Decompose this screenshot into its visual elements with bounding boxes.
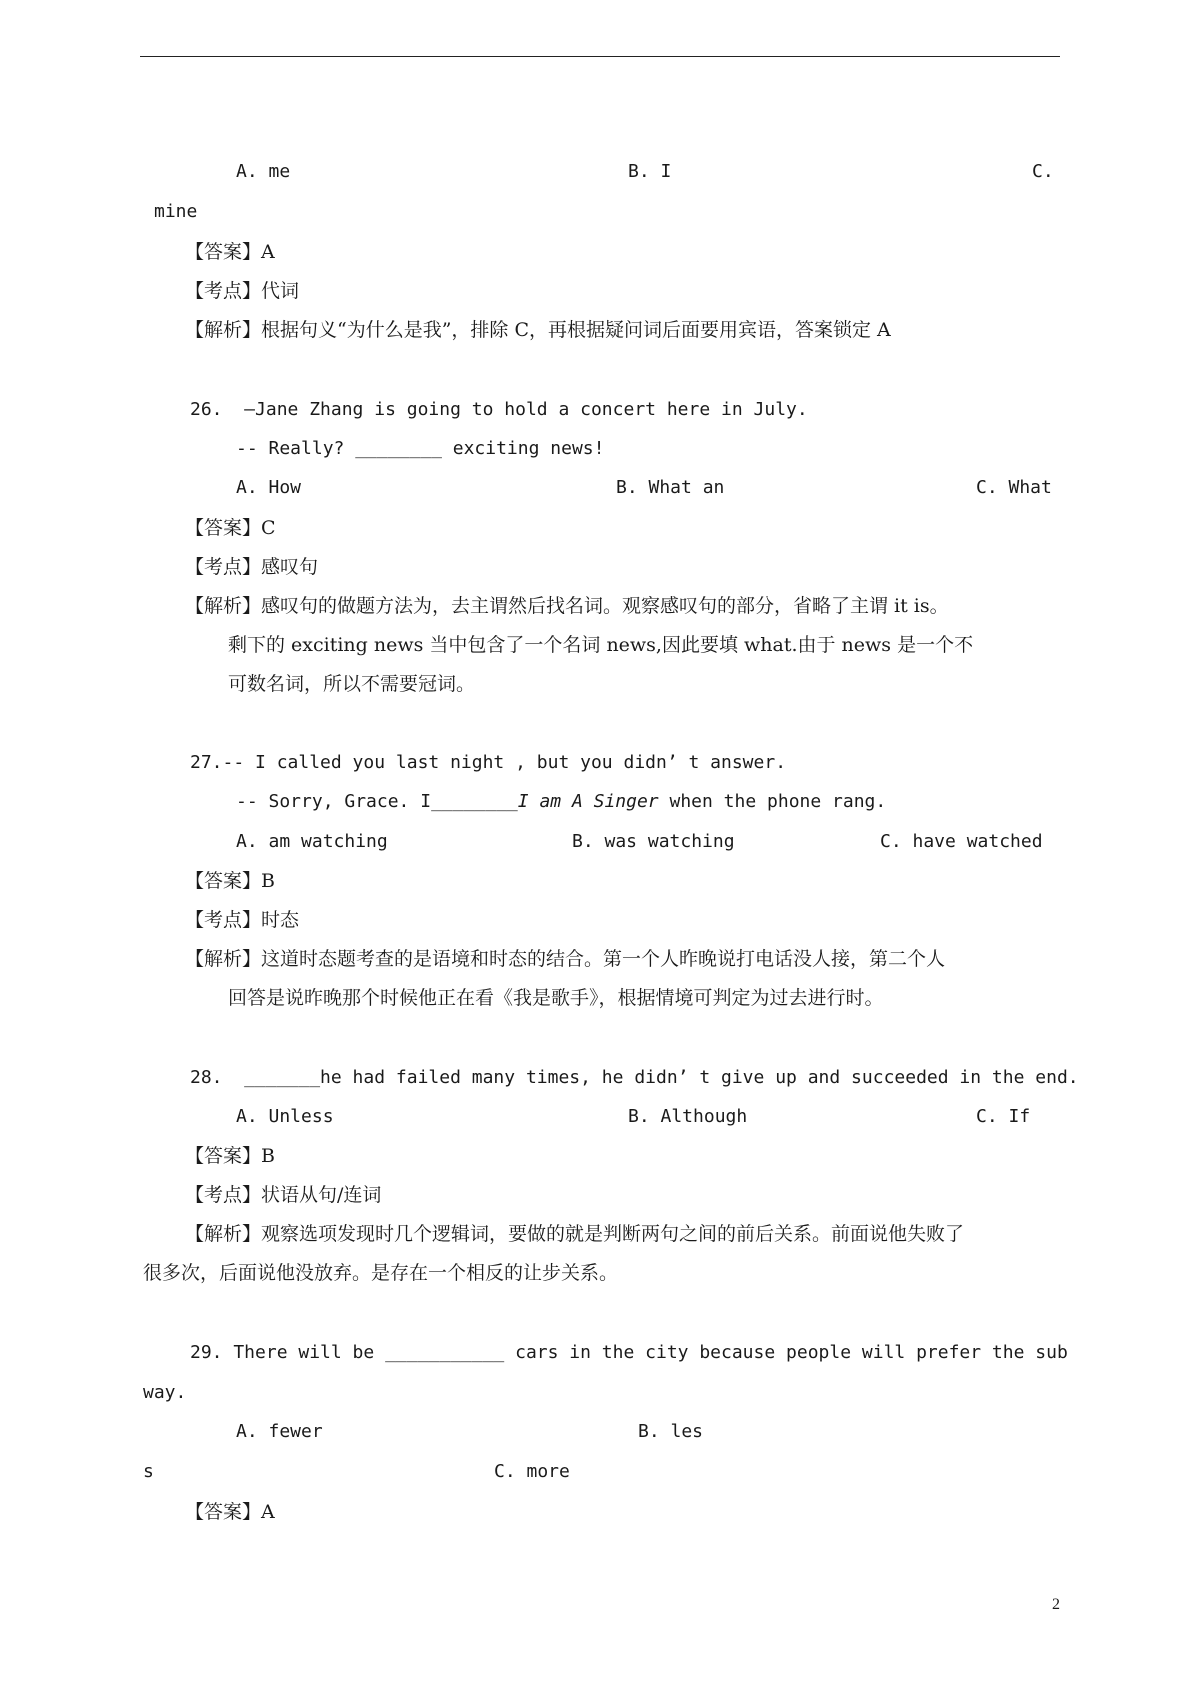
q26-reply: -- Really? ________ exciting news! [236, 438, 605, 459]
q29-option-a: A. fewer [236, 1421, 323, 1442]
q27-analysis-line2: 回答是说昨晚那个时候他正在看《我是歌手》，根据情境可判定为过去进行时。 [228, 987, 884, 1009]
q26-analysis-line1: 【解析】感叹句的做题方法为，去主谓然后找名词。观察感叹句的部分，省略了主谓 it is。 [185, 595, 949, 617]
q29-stem-wrap: way. [143, 1382, 187, 1403]
q29-stem: 29. There will be ___________ cars in the city because people will prefer the sub [190, 1342, 1068, 1363]
q26-answer: 【答案】C [185, 517, 276, 539]
q27-reply-start: -- Sorry, Grace. I________ [236, 791, 518, 812]
q25-option-a: A. me [236, 161, 291, 182]
q26-option-a: A. How [236, 477, 302, 498]
q29-option-b: B. les [638, 1421, 704, 1442]
q27-point: 【考点】时态 [185, 909, 300, 931]
q28-point: 【考点】状语从句/连词 [185, 1184, 382, 1206]
q27-show-title: I am A Singer [517, 791, 659, 812]
header-rule [140, 56, 1060, 57]
q29-answer: 【答案】A [185, 1501, 275, 1523]
q26-point: 【考点】感叹句 [185, 556, 319, 578]
q25-option-c: C. [1032, 161, 1054, 182]
q28-option-a: A. Unless [236, 1106, 334, 1127]
q25-point: 【考点】代词 [185, 280, 300, 302]
page-number: 2 [1052, 1596, 1060, 1613]
q25-option-b: B. I [628, 161, 672, 182]
q27-option-b: B. was watching [572, 831, 735, 852]
q25-analysis: 【解析】根据句义“为什么是我”，排除 C，再根据疑问词后面要用宾语，答案锁定 A [185, 319, 891, 341]
q29-option-b-wrap: s [143, 1461, 154, 1482]
q26-analysis-line2: 剩下的 exciting news 当中包含了一个名词 news,因此要填 what.由于 news 是一个不 [228, 634, 974, 656]
q27-analysis-line1: 【解析】这道时态题考查的是语境和时态的结合。第一个人昨晚说打电话没人接，第二个人 [185, 948, 946, 970]
q26-analysis-line3: 可数名词，所以不需要冠词。 [228, 673, 476, 695]
q25-option-c-wrap: mine [154, 201, 198, 222]
q27-reply-end: when the phone rang. [658, 791, 887, 812]
q28-answer: 【答案】B [185, 1145, 275, 1167]
q27-answer: 【答案】B [185, 870, 275, 892]
q27-stem: 27.-- I called you last night , but you didn’ t answer. [190, 752, 787, 773]
q28-analysis-line2: 很多次，后面说他没放弃。是存在一个相反的让步关系。 [143, 1262, 619, 1284]
q27-option-a: A. am watching [236, 831, 388, 852]
q26-stem: 26. –Jane Zhang is going to hold a concert here in July. [190, 399, 808, 420]
q25-answer: 【答案】A [185, 241, 275, 263]
q28-option-b: B. Although [628, 1106, 748, 1127]
q28-option-c: C. If [976, 1106, 1031, 1127]
q28-analysis-line1: 【解析】观察选项发现时几个逻辑词，要做的就是判断两句之间的前后关系。前面说他失败了 [185, 1223, 965, 1245]
q26-option-c: C. What [976, 477, 1052, 498]
q27-option-c: C. have watched [880, 831, 1043, 852]
q26-option-b: B. What an [616, 477, 725, 498]
q27-reply [236, 790, 886, 814]
q29-option-c: C. more [494, 1461, 570, 1482]
q28-stem: 28. _______he had failed many times, he didn’ t give up and succeeded in the end. [190, 1067, 1079, 1088]
